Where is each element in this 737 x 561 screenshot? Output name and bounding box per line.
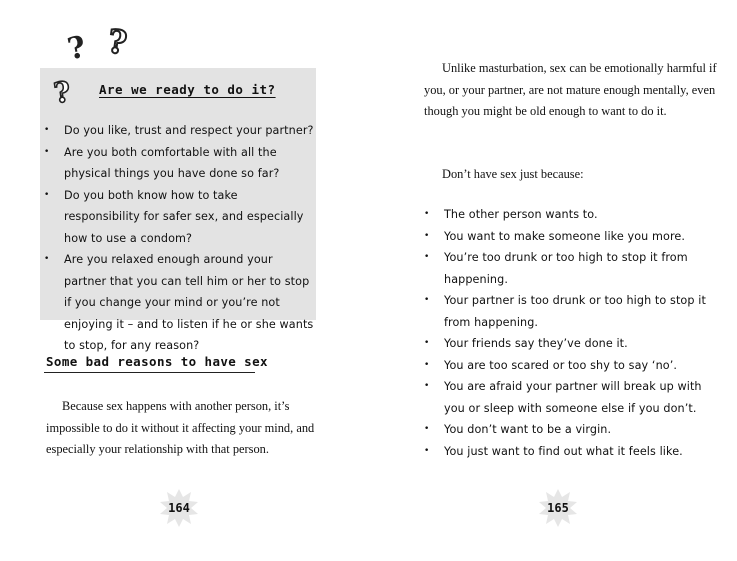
body-paragraph: Because sex happens with another person, it’s impossible to do it without it affecting your mind, and especially your relationship with that person. — [46, 399, 315, 456]
list-item: • The other person wants to. — [424, 204, 714, 226]
section-underline — [44, 372, 255, 373]
page-number: 164 — [168, 501, 190, 515]
list-item: • Are you relaxed enough around your partner that you can tell him or her to stop if you change your mind or you’re not enjoying it – and to listen if he or she wants to stop, for any reason? — [44, 249, 314, 357]
list-item: • You are too scared or too shy to say ‘no’. — [424, 355, 714, 377]
list-item: • You just want to find out what it feels like. — [424, 441, 714, 463]
page-number-badge — [159, 488, 199, 528]
list-item: • Your partner is too drunk or too high to stop it from happening. — [424, 290, 714, 333]
list-item: • Do you like, trust and respect your partner? — [44, 120, 314, 142]
question-mark-icon: ? — [64, 29, 89, 68]
body-paragraph: Unlike masturbation, sex can be emotionally harmful if you, or your partner, are not mature enough mentally, even though you might be old enough to want to do it. — [424, 61, 717, 118]
page-number: 165 — [547, 501, 569, 515]
question-mark-icon: ? — [105, 21, 130, 63]
question-mark-icon: ? — [51, 75, 73, 110]
list-intro: Don’t have sex just because: — [442, 167, 584, 181]
page-number-badge — [538, 488, 578, 528]
section-title: Some bad reasons to have sex — [46, 354, 268, 369]
reasons-list — [424, 204, 714, 462]
list-item: • You don’t want to be a virgin. — [424, 419, 714, 441]
list-item: • Do you both know how to take responsibility for safer sex, and especially how to use a condom? — [44, 185, 314, 250]
box-title: Are we ready to do it? — [99, 82, 276, 97]
list-item: • Are you both comfortable with all the physical things you have done so far? — [44, 142, 314, 185]
list-item: • You want to make someone like you more. — [424, 226, 714, 248]
right-page — [368, 0, 737, 561]
left-page — [0, 0, 368, 561]
list-item: • Your friends say they’ve done it. — [424, 333, 714, 355]
list-item: • You’re too drunk or too high to stop it from happening. — [424, 247, 714, 290]
checklist — [44, 120, 314, 357]
list-item: • You are afraid your partner will break up with you or sleep with someone else if you don’t. — [424, 376, 714, 419]
